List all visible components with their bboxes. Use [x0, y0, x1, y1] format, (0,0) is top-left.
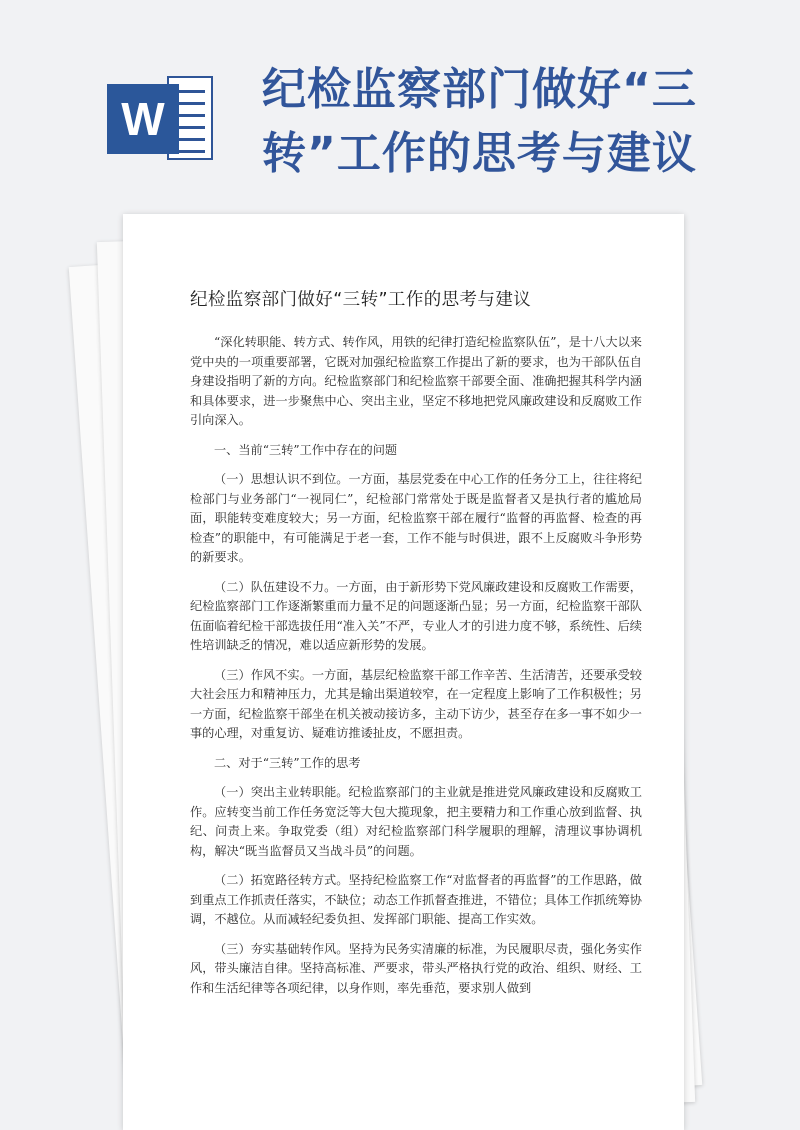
body-paragraph: （一）突出主业转职能。纪检监察部门的主业就是推进党风廉政建设和反腐败工作。应转变当前工作任务宽泛等大包大揽现象，把主要精力和工作重心放到监督、执纪、问责上来。争取党委（组）对纪检监察部门科学履职的理解，清理议事协调机构，解决“既当监督员又当战斗员”的问题。 — [190, 785, 642, 858]
body-paragraph: （二）队伍建设不力。一方面，由于新形势下党风廉政建设和反腐败工作需要，纪检监察部门工作逐渐繁重而力量不足的问题逐渐凸显；另一方面，纪检监察干部队伍面临着纪检干部选拔任用“准入关”不严，专业人才的引进力度不够，系统性、后续性培训缺乏的情况，难以适应新形势的发展。 — [190, 579, 642, 652]
section-heading: 一、当前“三转”工作中存在的问题 — [214, 442, 398, 457]
body-paragraph: （二）拓宽路径转方式。坚持纪检监察工作“对监督者的再监督”的工作思路，做到重点工作抓责任落实，不缺位；动态工作抓督查推进，不错位；具体工作抓统筹协调，不越位。从而减轻纪委负担、发挥部门职能、提高工作实效。 — [190, 873, 642, 926]
body-paragraph: （三）作风不实。一方面，基层纪检监察干部工作辛苦、生活清苦，还要承受较大社会压力和精神压力，尤其是输出渠道较窄，在一定程度上影响了工作积极性；另一方面，纪检监察干部坐在机关被动接访多，主动下访少，甚至存在多一事不如少一事的心理，对重复访、疑难访推诿扯皮，不愿担责。 — [190, 667, 642, 740]
body-paragraph: （三）夯实基础转作风。坚持为民务实清廉的标准，为民履职尽责，强化务实作风，带头廉洁自律。坚持高标准、严要求，带头严格执行党的政治、组织、财经、工作和生活纪律等各项纪律，以身作则，率先垂范，要求别人做到 — [190, 941, 642, 995]
banner-title-line1: 纪检监察部门做好“三 — [262, 64, 697, 115]
banner-title — [262, 58, 732, 186]
document-title: 纪检监察部门做好“三转”工作的思考与建议 — [190, 290, 532, 310]
logo-letter: W — [121, 93, 165, 145]
banner-title-line2: 转”工作的思考与建议 — [262, 128, 697, 179]
document-page — [123, 214, 684, 1130]
section-heading: 二、对于“三转”工作的思考 — [214, 755, 361, 770]
word-logo-icon — [107, 70, 217, 166]
body-paragraph: （一）思想认识不到位。一方面，基层党委在中心工作的任务分工上，往往将纪检部门与业务部门“一视同仁”，纪检部门常常处于既是监督者又是执行者的尴尬局面，职能转变难度较大；另一方面，纪检监察干部在履行“监督的再监督、检查的再检查”的职能中，有可能满足于老一套，工作不能与时俱进，跟不上反腐败斗争形势的新要求。 — [190, 472, 642, 564]
word-tile-icon — [107, 84, 179, 154]
intro-paragraph: “深化转职能、转方式、转作风，用铁的纪律打造纪检监察队伍”，是十八大以来党中央的一项重要部署，它既对加强纪检监察工作提出了新的要求，也为干部队伍自身建设指明了新的方向。纪检监察部门和纪检监察干部要全面、准确把握其科学内涵和具体要求，进一步聚焦中心、突出主业，坚定不移地把党风廉政建设和反腐败工作引向深入。 — [190, 335, 642, 427]
